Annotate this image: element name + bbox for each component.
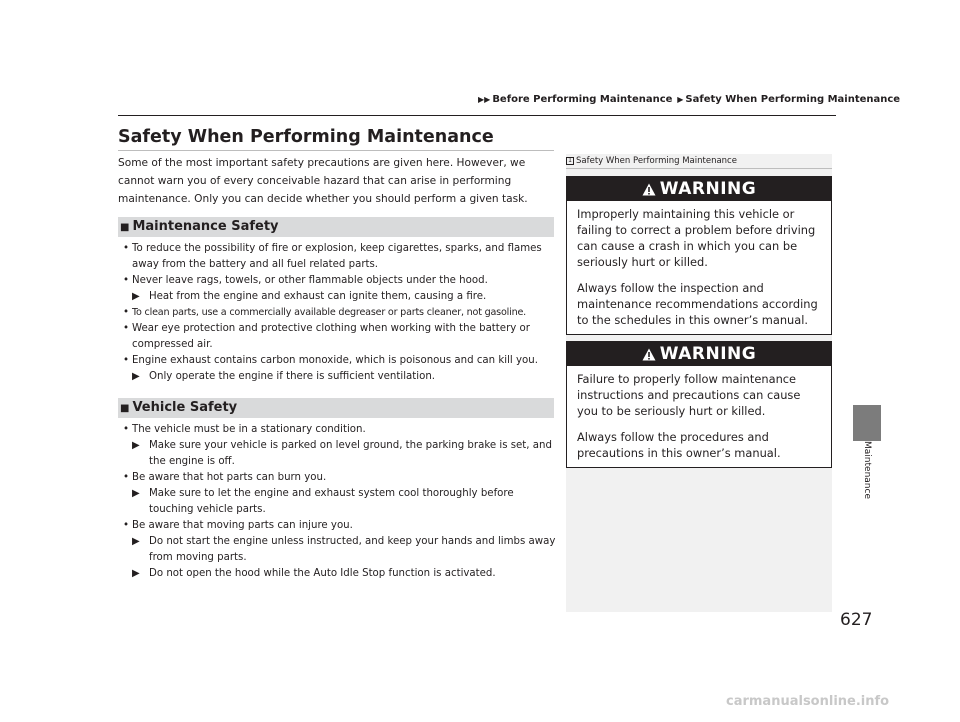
warning-triangle-icon xyxy=(642,183,656,196)
warning-label: WARNING xyxy=(659,179,757,199)
sub-item xyxy=(132,438,558,470)
warning-text: Always follow the inspection and maintenance recommendations according to the schedules in this owner’s manual. xyxy=(577,281,818,327)
bullet-icon: • xyxy=(123,472,130,483)
arrow-right-icon: ▶ xyxy=(132,568,140,579)
warning-label: WARNING xyxy=(659,344,757,364)
page-title: Safety When Performing Maintenance xyxy=(118,127,494,147)
sidebar-rule xyxy=(566,168,832,169)
bullet-icon: • xyxy=(123,323,130,334)
sidebar-reference xyxy=(566,156,737,166)
page-number: 627 xyxy=(840,610,873,630)
section-heading-text: Maintenance Safety xyxy=(132,219,279,234)
maintenance-safety-list xyxy=(118,241,558,385)
arrow-right-icon: ▶ xyxy=(132,536,140,547)
sub-item-text: Do not start the engine unless instructed, and keep your hands and limbs away from moving parts. xyxy=(149,536,556,563)
section-heading-vehicle-safety xyxy=(118,398,554,418)
sub-item-text: Only operate the engine if there is sufficient ventilation. xyxy=(149,371,436,382)
breadcrumb-arrow-icon: ▶ xyxy=(674,95,684,104)
arrow-right-icon: ▶ xyxy=(132,440,140,451)
list-item xyxy=(118,241,558,273)
title-rule xyxy=(118,150,554,151)
breadcrumb-current: Safety When Performing Maintenance xyxy=(685,94,901,105)
list-item xyxy=(118,321,558,353)
sub-item-text: Make sure your vehicle is parked on level ground, the parking brake is set, and the engine is off. xyxy=(149,440,552,467)
sub-item xyxy=(132,486,558,518)
section-heading-maintenance-safety xyxy=(118,217,554,237)
arrow-right-icon: ▶ xyxy=(132,371,140,382)
list-item-text: To clean parts, use a commercially available degreaser or parts cleaner, not gasoline. xyxy=(132,307,527,318)
sidebar-reference-title: Safety When Performing Maintenance xyxy=(576,156,737,166)
section-tab-label: Maintenance xyxy=(862,441,872,499)
warning-box xyxy=(566,176,832,335)
intro-paragraph: Some of the most important safety precautions are given here. However, we cannot warn you of every conceivable hazard that can arise in performing maintenance. Only you can decide whether you should perform a given task. xyxy=(118,157,528,205)
sub-item-text: Make sure to let the engine and exhaust system cool thoroughly before touching vehicle parts. xyxy=(149,488,514,515)
list-item xyxy=(118,305,558,321)
watermark: carmanualsonline.info xyxy=(726,694,890,709)
sub-item-text: Do not open the hood while the Auto Idle Stop function is activated. xyxy=(149,568,496,579)
sub-item xyxy=(132,534,558,566)
list-item xyxy=(118,422,558,470)
breadcrumb-arrow-icon: ▶▶ xyxy=(478,95,491,104)
list-item xyxy=(118,353,558,385)
warning-box xyxy=(566,341,832,468)
square-bullet-icon: ■ xyxy=(120,222,130,233)
list-item-text: Be aware that moving parts can injure you. xyxy=(132,520,353,531)
warning-text: Always follow the procedures and precautions in this owner’s manual. xyxy=(577,430,781,460)
bullet-icon: • xyxy=(123,307,130,318)
section-heading-text: Vehicle Safety xyxy=(132,400,238,415)
list-item-text: Wear eye protection and protective clothing when working with the battery or compressed air. xyxy=(132,323,530,350)
list-item-text: Be aware that hot parts can burn you. xyxy=(132,472,327,483)
list-item xyxy=(118,470,558,518)
warning-body xyxy=(567,201,831,334)
sub-item-text: Heat from the engine and exhaust can ignite them, causing a fire. xyxy=(149,291,487,302)
breadcrumb-parent[interactable]: Before Performing Maintenance xyxy=(492,94,673,105)
list-item-text: Engine exhaust contains carbon monoxide, which is poisonous and can kill you. xyxy=(132,355,538,366)
list-item-text: Never leave rags, towels, or other flammable objects under the hood. xyxy=(132,275,488,286)
list-item xyxy=(118,273,558,305)
list-item-text: The vehicle must be in a stationary condition. xyxy=(132,424,366,435)
warning-header xyxy=(567,342,831,366)
arrow-right-icon: ▶ xyxy=(132,488,140,499)
bullet-icon: • xyxy=(123,520,130,531)
warning-text: Improperly maintaining this vehicle or failing to correct a problem before driving can cause a crash in which you can be seriously hurt or killed. xyxy=(577,207,816,269)
square-bullet-icon: ■ xyxy=(120,403,130,414)
breadcrumb xyxy=(478,94,900,105)
warning-triangle-icon xyxy=(642,348,656,361)
header-rule xyxy=(118,115,836,116)
arrow-right-icon: ▶ xyxy=(132,291,140,302)
list-item xyxy=(118,518,558,582)
reference-icon: 1 xyxy=(566,157,574,165)
bullet-icon: • xyxy=(123,424,130,435)
section-tab-marker[interactable] xyxy=(853,405,881,441)
warning-header xyxy=(567,177,831,201)
bullet-icon: • xyxy=(123,275,130,286)
sub-item xyxy=(132,289,558,305)
warning-body xyxy=(567,366,831,467)
sub-item xyxy=(132,369,558,385)
bullet-icon: • xyxy=(123,355,130,366)
sub-item xyxy=(132,566,558,582)
list-item-text: To reduce the possibility of fire or explosion, keep cigarettes, sparks, and flames away from the battery and all fuel related parts. xyxy=(132,243,542,270)
bullet-icon: • xyxy=(123,243,130,254)
warning-text: Failure to properly follow maintenance instructions and precautions can cause you to be seriously hurt or killed. xyxy=(577,372,801,418)
vehicle-safety-list xyxy=(118,422,558,582)
